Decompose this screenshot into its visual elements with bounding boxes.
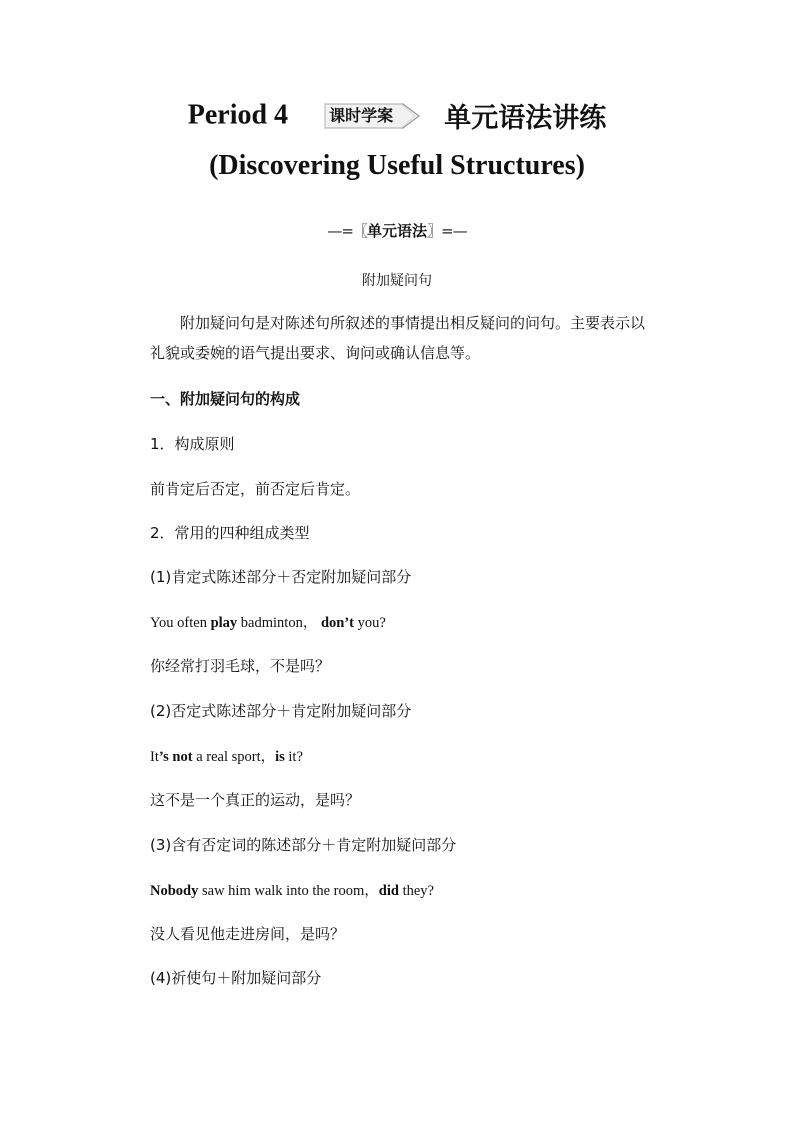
example-text: you? bbox=[354, 615, 386, 631]
example-text: a real sport， bbox=[192, 749, 276, 765]
example-text: it? bbox=[284, 749, 303, 765]
page-title bbox=[0, 96, 794, 140]
type3-translation: 没人看见他走进房间，是吗？ bbox=[150, 925, 346, 943]
type4-heading: (4)祈使句＋附加疑问部分 bbox=[150, 969, 322, 987]
type1-example bbox=[150, 611, 386, 632]
page-subtitle: (Discovering Useful Structures) bbox=[209, 150, 585, 181]
type1-heading: (1)肯定式陈述部分＋否定附加疑问部分 bbox=[150, 568, 412, 586]
period-label: Period 4 bbox=[187, 99, 289, 131]
example-emphasis: play bbox=[210, 615, 238, 631]
example-text: You often bbox=[150, 615, 211, 631]
example-text: It bbox=[150, 749, 159, 765]
type2-translation: 这不是一个真正的运动，是吗？ bbox=[150, 791, 361, 809]
item2-heading: 2．常用的四种组成类型 bbox=[150, 524, 310, 542]
section-left-decoration: —=〖 bbox=[327, 222, 367, 240]
part1-heading: 一、附加疑问句的构成 bbox=[150, 390, 301, 408]
topic-heading: 附加疑问句 bbox=[362, 273, 432, 289]
type2-heading: (2)否定式陈述部分＋肯定附加疑问部分 bbox=[150, 702, 412, 720]
section-right-decoration: 〗=— bbox=[427, 222, 467, 240]
type1-translation: 你经常打羽毛球，不是吗？ bbox=[150, 657, 331, 675]
example-emphasis: did bbox=[378, 883, 399, 899]
type3-example bbox=[150, 879, 434, 900]
section-header bbox=[0, 220, 794, 241]
item1-heading: 1．构成原则 bbox=[150, 435, 235, 453]
example-text: saw him walk into the room， bbox=[198, 883, 379, 899]
example-emphasis: Nobody bbox=[150, 883, 199, 899]
title-chinese: 单元语法讲练 bbox=[444, 103, 607, 134]
type3-heading: (3)含有否定词的陈述部分＋肯定附加疑问部分 bbox=[150, 836, 457, 854]
example-text: badminton， bbox=[237, 615, 321, 631]
item1-text: 前肯定后否定，前否定后肯定。 bbox=[150, 480, 361, 498]
example-emphasis: ’s not bbox=[158, 749, 193, 765]
section-label: 单元语法 bbox=[366, 222, 427, 240]
intro-paragraph: 附加疑问句是对陈述句所叙述的事情提出相反疑问的问句。主要表示以礼貌或委婉的语气提出要求、询问或确认信息等。 bbox=[150, 314, 646, 362]
example-emphasis: is bbox=[275, 749, 285, 765]
lesson-badge bbox=[323, 102, 419, 130]
type2-example bbox=[150, 745, 303, 766]
example-text: they? bbox=[398, 883, 434, 899]
badge-label: 课时学案 bbox=[329, 105, 394, 125]
example-emphasis: don’t bbox=[320, 615, 354, 631]
